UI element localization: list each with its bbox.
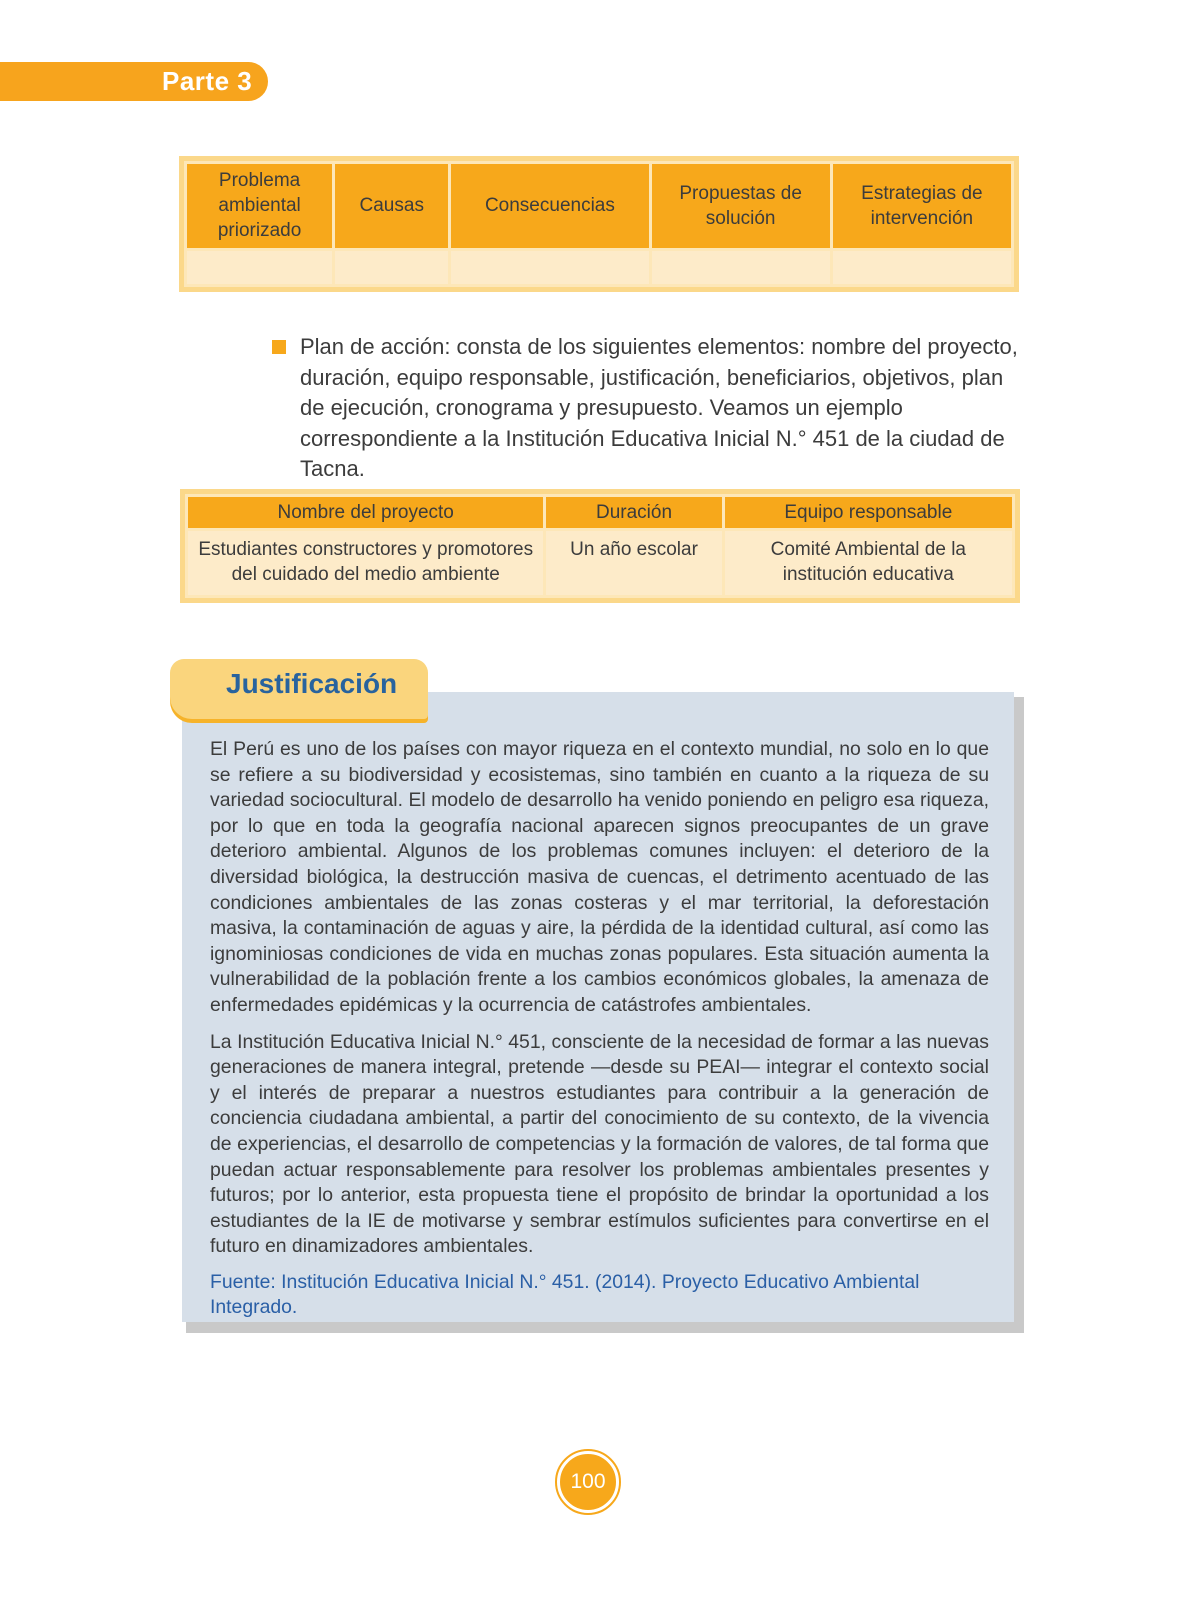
header-causas: Causas [334, 163, 450, 250]
table-row [187, 530, 1014, 597]
team-cell: Comité Ambiental de la institución educativa [723, 530, 1013, 597]
justification-paragraph: El Perú es uno de los países con mayor riqueza en el contexto mundial, no solo en lo que se refiere a su biodiversidad y ecosistemas, sino también en cuanto a la riqueza de su variedad sociocultural. El modelo de desarrollo ha venido poniendo en peligro esa riqueza, por lo que en toda la geografía nacional aparecen signos preocupantes de un grave deterioro ambiental. Algunos de los problemas comunes incluyen: el deterioro de la diversidad biológica, la destrucción masiva de cuencas, el detrimento acentuado de las condiciones ambientales de las zonas costeras y el mar territorial, la deforestación masiva, la contaminación de aguas y aire, la pérdida de la identidad cultural, así como las ignominiosas condiciones de vida en muchas zonas populares. Esta situación aumenta la vulnerabilidad de la población frente a los cambios económicos globales, la amenaza de enfermedades epidémicas y la ocurrencia de catástrofes ambientales. [210, 738, 989, 1016]
header-problema: Problema ambiental priorizado [186, 163, 334, 250]
table-cell [334, 249, 450, 285]
header-propuestas: Propuestas de solución [650, 163, 831, 250]
table-row [186, 249, 1013, 285]
page-number: 100 [557, 1451, 619, 1513]
plan-paragraph: Plan de acción: consta de los siguientes elementos: nombre del proyecto, duración, equipo responsable, justificación, beneficiarios, objetivos, plan de ejecución, cronograma y presupuesto. Veamos un ejemplo correspondiente a la Institución Educativa Inicial N.° 451 de la ciudad de Tacna. [300, 334, 1018, 481]
justification-title: Justificación [226, 668, 398, 699]
bullet-square-icon [272, 340, 286, 354]
header-consecuencias: Consecuencias [450, 163, 650, 250]
project-info-table [180, 489, 1020, 603]
justification-body [210, 737, 989, 1271]
part-tab [0, 62, 268, 101]
justification-paragraph: La Institución Educativa Inicial N.° 451, consciente de la necesidad de formar a las nuevas generaciones de manera integral, pretende —desde su PEAI— integrar el contexto social y el interés de preparar a nuestros estudiantes para contribuir a la generación de conciencia ciudadana ambiental, a partir del conocimiento de su contexto, de la vivencia de experiencias, el desarrollo de competencias y la formación de valores, de tal forma que puedan actuar responsablemente para resolver los problemas ambientales presentes y futuros; por lo anterior, esta propuesta tiene el propósito de brindar la oportunidad a los estudiantes de la IE de motivarse y sembrar estímulos suficientes para convertirse en el futuro en dinamizadores ambientales. [210, 1030, 989, 1258]
duration-cell: Un año escolar [545, 530, 723, 597]
header-nombre-proyecto: Nombre del proyecto [187, 496, 545, 530]
source-citation: Fuente: Institución Educativa Inicial N.° 451. (2014). Proyecto Educativo Ambiental Integrado. [210, 1271, 920, 1318]
problem-analysis-table [179, 156, 1019, 292]
part-label: Parte 3 [162, 66, 253, 96]
header-estrategias: Estrategias de intervención [831, 163, 1012, 250]
table-cell [186, 249, 334, 285]
project-name-cell: Estudiantes constructores y promotores del cuidado del medio ambiente [187, 530, 545, 597]
table-cell [450, 249, 650, 285]
table-cell [831, 249, 1012, 285]
header-equipo: Equipo responsable [723, 496, 1013, 530]
table-cell [650, 249, 831, 285]
header-duracion: Duración [545, 496, 723, 530]
